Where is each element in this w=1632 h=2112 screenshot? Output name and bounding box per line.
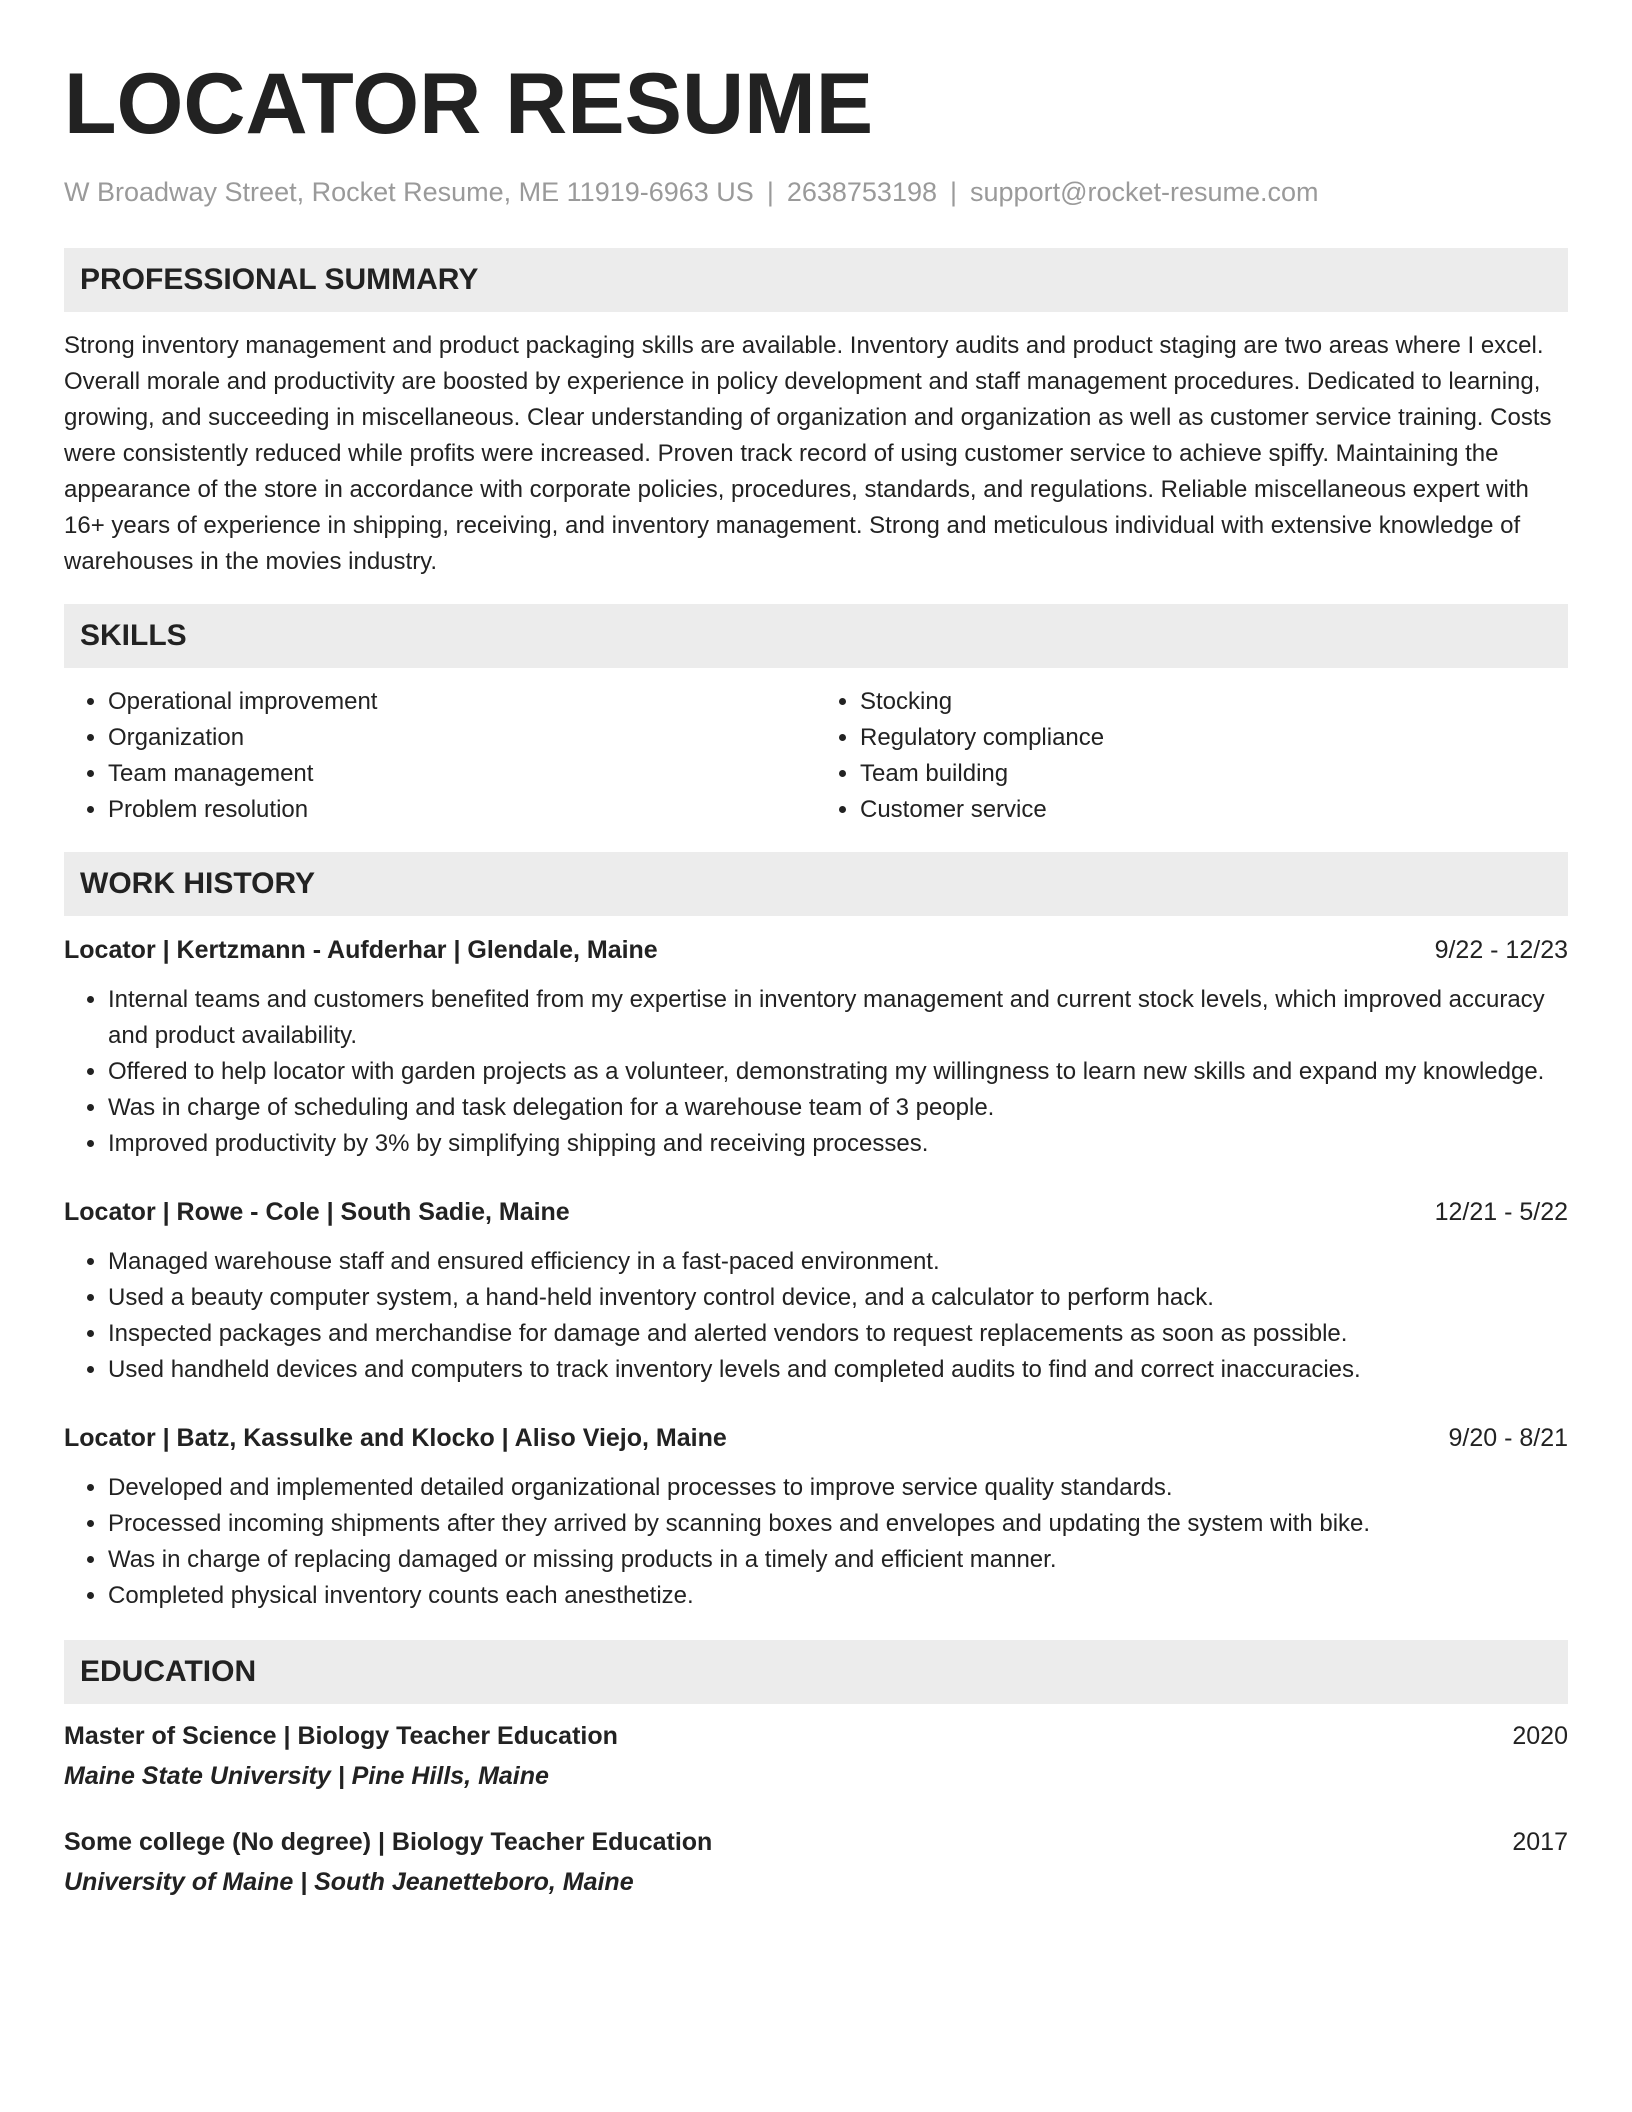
job-dates: 12/21 - 5/22 [1434,1198,1568,1226]
job-bullet: • Developed and implemented detailed organizational processes to improve service quality standards. [108,1470,1568,1506]
education-entry [64,1824,1568,1900]
job-dates: 9/22 - 12/23 [1434,936,1568,964]
job-bullets [64,1244,1568,1388]
work-history-heading: WORK HISTORY [64,852,1568,916]
summary-heading: PROFESSIONAL SUMMARY [64,248,1568,312]
job-title: Locator | Kertzmann - Aufderhar | Glendale, Maine [64,936,658,964]
contact-line [64,176,1568,208]
skills-heading: SKILLS [64,604,1568,668]
work-entry [64,932,1568,1162]
education-school: Maine State University | Pine Hills, Maine [64,1762,549,1790]
education-heading: EDUCATION [64,1640,1568,1704]
job-bullet: • Used a beauty computer system, a hand-held inventory control device, and a calculator to perform hack. [108,1280,1568,1316]
skill-item: • Operational improvement [108,684,816,720]
job-bullets [64,1470,1568,1614]
job-bullet: • Was in charge of scheduling and task delegation for a warehouse team of 3 people. [108,1090,1568,1126]
job-bullet: • Completed physical inventory counts each anesthetize. [108,1578,1568,1614]
education-year: 2020 [1512,1722,1568,1750]
job-bullet: • Offered to help locator with garden projects as a volunteer, demonstrating my willingness to learn new skills and expand my knowledge. [108,1054,1568,1090]
work-entry-header [64,1420,1568,1456]
skill-item: • Team management [108,756,816,792]
job-dates: 9/20 - 8/21 [1448,1424,1568,1452]
job-bullet: • Was in charge of replacing damaged or missing products in a timely and efficient manner. [108,1542,1568,1578]
skills-column-right [816,684,1568,828]
work-entry-header [64,1194,1568,1230]
work-entry [64,1420,1568,1614]
education-entry [64,1718,1568,1794]
job-bullet: • Used handheld devices and computers to track inventory levels and completed audits to find and correct inaccuracies. [108,1352,1568,1388]
skill-item: • Customer service [860,792,1568,828]
education-school: University of Maine | South Jeanetteboro, Maine [64,1868,634,1896]
skill-item: • Problem resolution [108,792,816,828]
skills-column-left [64,684,816,828]
job-bullet: • Processed incoming shipments after they arrived by scanning boxes and envelopes and updating the system with bike. [108,1506,1568,1542]
contact-email: support@rocket-resume.com [970,177,1319,207]
contact-separator: | [950,177,958,207]
education-degree: Master of Science | Biology Teacher Education [64,1722,618,1750]
job-bullet: • Managed warehouse staff and ensured efficiency in a fast-paced environment. [108,1244,1568,1280]
contact-separator: | [766,177,774,207]
job-bullet: • Improved productivity by 3% by simplifying shipping and receiving processes. [108,1126,1568,1162]
work-entry [64,1194,1568,1388]
job-title: Locator | Batz, Kassulke and Klocko | Aliso Viejo, Maine [64,1424,727,1452]
job-title: Locator | Rowe - Cole | South Sadie, Maine [64,1198,570,1226]
education-entry-header [64,1718,1568,1754]
work-entry-header [64,932,1568,968]
job-bullets [64,982,1568,1162]
contact-address: W Broadway Street, Rocket Resume, ME 11919-6963 US [64,177,754,207]
education-degree: Some college (No degree) | Biology Teacher Education [64,1828,713,1856]
resume-title: LOCATOR RESUME [64,56,874,152]
skill-item: • Organization [108,720,816,756]
skills-list [64,684,1568,828]
job-bullet: • Internal teams and customers benefited from my expertise in inventory management and current stock levels, which improved accuracy and product availability. [108,982,1568,1054]
skill-item: • Team building [860,756,1568,792]
education-entry-header [64,1824,1568,1860]
skill-item: • Stocking [860,684,1568,720]
skill-item: • Regulatory compliance [860,720,1568,756]
contact-phone: 2638753198 [786,177,937,207]
education-year: 2017 [1512,1828,1568,1856]
summary-text: Strong inventory management and product packaging skills are available. Inventory audits and product staging are two areas where I excel. Overall morale and productivity are boosted by experience in policy development and staff management procedures. Dedicated to learning, growing, and succeeding in miscellaneous. Clear understanding of organization and organization as well as customer service training. Costs were consistently reduced while profits were increased. Proven track record of using customer service to achieve spiffy. Maintaining the appearance of the store in accordance with corporate policies, procedures, standards, and regulations. Reliable miscellaneous expert with 16+ years of experience in shipping, receiving, and inventory management. Strong and meticulous individual with extensive knowledge of warehouses in the movies industry. [64,332,1552,575]
job-bullet: • Inspected packages and merchandise for damage and alerted vendors to request replacements as soon as possible. [108,1316,1568,1352]
